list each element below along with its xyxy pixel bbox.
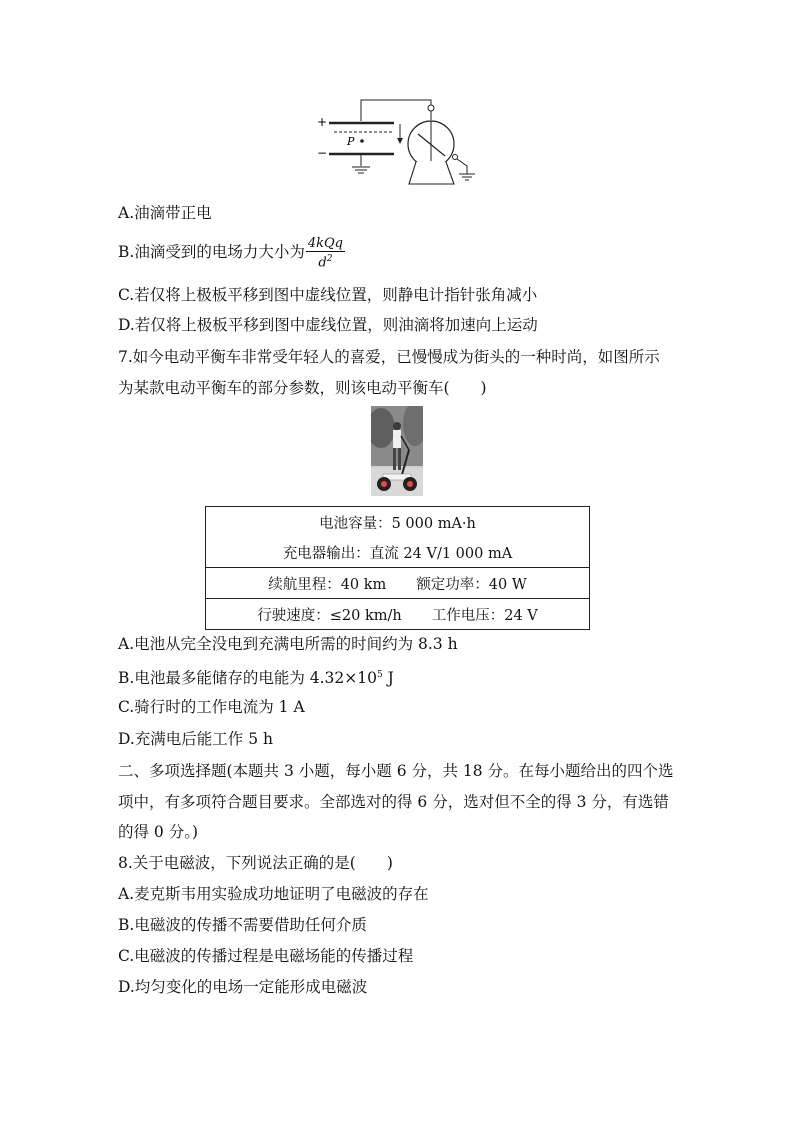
q7-option-a: A.电池从完全没电到充满电所需的时间约为 8.3 h (118, 635, 458, 653)
electrometer-terminal (428, 105, 434, 111)
fraction-denominator: $d^2$ (318, 254, 333, 271)
q7-stem-line1: 7.如今电动平衡车非常受年轻人的喜爱，已慢慢成为街头的一种时尚，如图所示 (118, 348, 660, 366)
fraction-numerator: 4kQq (307, 236, 343, 251)
rider-body (393, 430, 401, 448)
section2-heading-line2: 项中，有多项符合题目要求。全部选对的得 6 分，选对但不全的得 3 分，有选错 (118, 793, 669, 811)
q6-option-b (118, 236, 345, 270)
q7-stem-line2: 为某款电动平衡车的部分参数，则该电动平衡车( ) (118, 379, 487, 397)
q8-option-b: B.电磁波的传播不需要借助任何介质 (118, 916, 367, 934)
param-charger-output: 充电器输出：直流 24 V/1 000 mA (206, 537, 590, 568)
q7-option-b-exponent: 5 (376, 670, 383, 680)
param-range: 续航里程：40 km (268, 576, 387, 593)
q7-option-c: C.骑行时的工作电流为 1 A (118, 698, 305, 716)
minus-sign: − (317, 146, 328, 160)
q6-option-a: A.油滴带正电 (118, 204, 212, 222)
rider-head (393, 422, 401, 430)
point-p-label: P (347, 135, 355, 148)
param-battery-capacity: 电池容量：5 000 mA·h (206, 507, 590, 538)
q6-option-b-text: B.油滴受到的电场力大小为 (118, 243, 305, 262)
param-speed: 行驶速度：≤20 km/h (257, 607, 402, 624)
arrow-down-icon (397, 138, 403, 144)
section2-heading-line3: 的得 0 分。) (118, 823, 199, 841)
param-row3 (206, 568, 590, 599)
q8-option-c: C.电磁波的传播过程是电磁场能的传播过程 (118, 947, 414, 965)
param-rated-power: 额定功率：40 W (416, 576, 527, 593)
param-row4 (206, 599, 590, 630)
capacitor-electrometer-diagram (312, 96, 487, 192)
q6-option-c: C.若仅将上极板平移到图中虚线位置，则静电计指针张角减小 (118, 286, 538, 304)
q6-option-d: D.若仅将上极板平移到图中虚线位置，则油滴将加速向上运动 (118, 316, 538, 334)
param-voltage: 工作电压：24 V (431, 607, 538, 624)
q6-option-b-fraction (306, 236, 345, 270)
q7-option-b: B.电池最多能储存的电能为 $4.32\times 10^5$ J (118, 669, 394, 688)
plus-sign: + (317, 115, 328, 129)
q8-stem: 8.关于电磁波，下列说法正确的是( ) (118, 854, 393, 872)
q7-option-d: D.充满电后能工作 5 h (118, 730, 274, 748)
section2-heading-line1: 二、多项选择题(本题共 3 小题，每小题 6 分，共 18 分。在每小题给出的四个选 (118, 762, 674, 780)
oil-drop-dot (360, 139, 364, 143)
balance-scooter-photo (371, 406, 423, 496)
scooter-parameter-table (205, 506, 590, 630)
electrometer-base (409, 162, 454, 184)
circuit-top-wire (361, 100, 431, 121)
q8-option-a: A.麦克斯韦用实验成功地证明了电磁波的存在 (118, 885, 429, 903)
q8-option-d: D.均匀变化的电场一定能形成电磁波 (118, 978, 368, 996)
fraction-exponent: 2 (326, 254, 333, 264)
